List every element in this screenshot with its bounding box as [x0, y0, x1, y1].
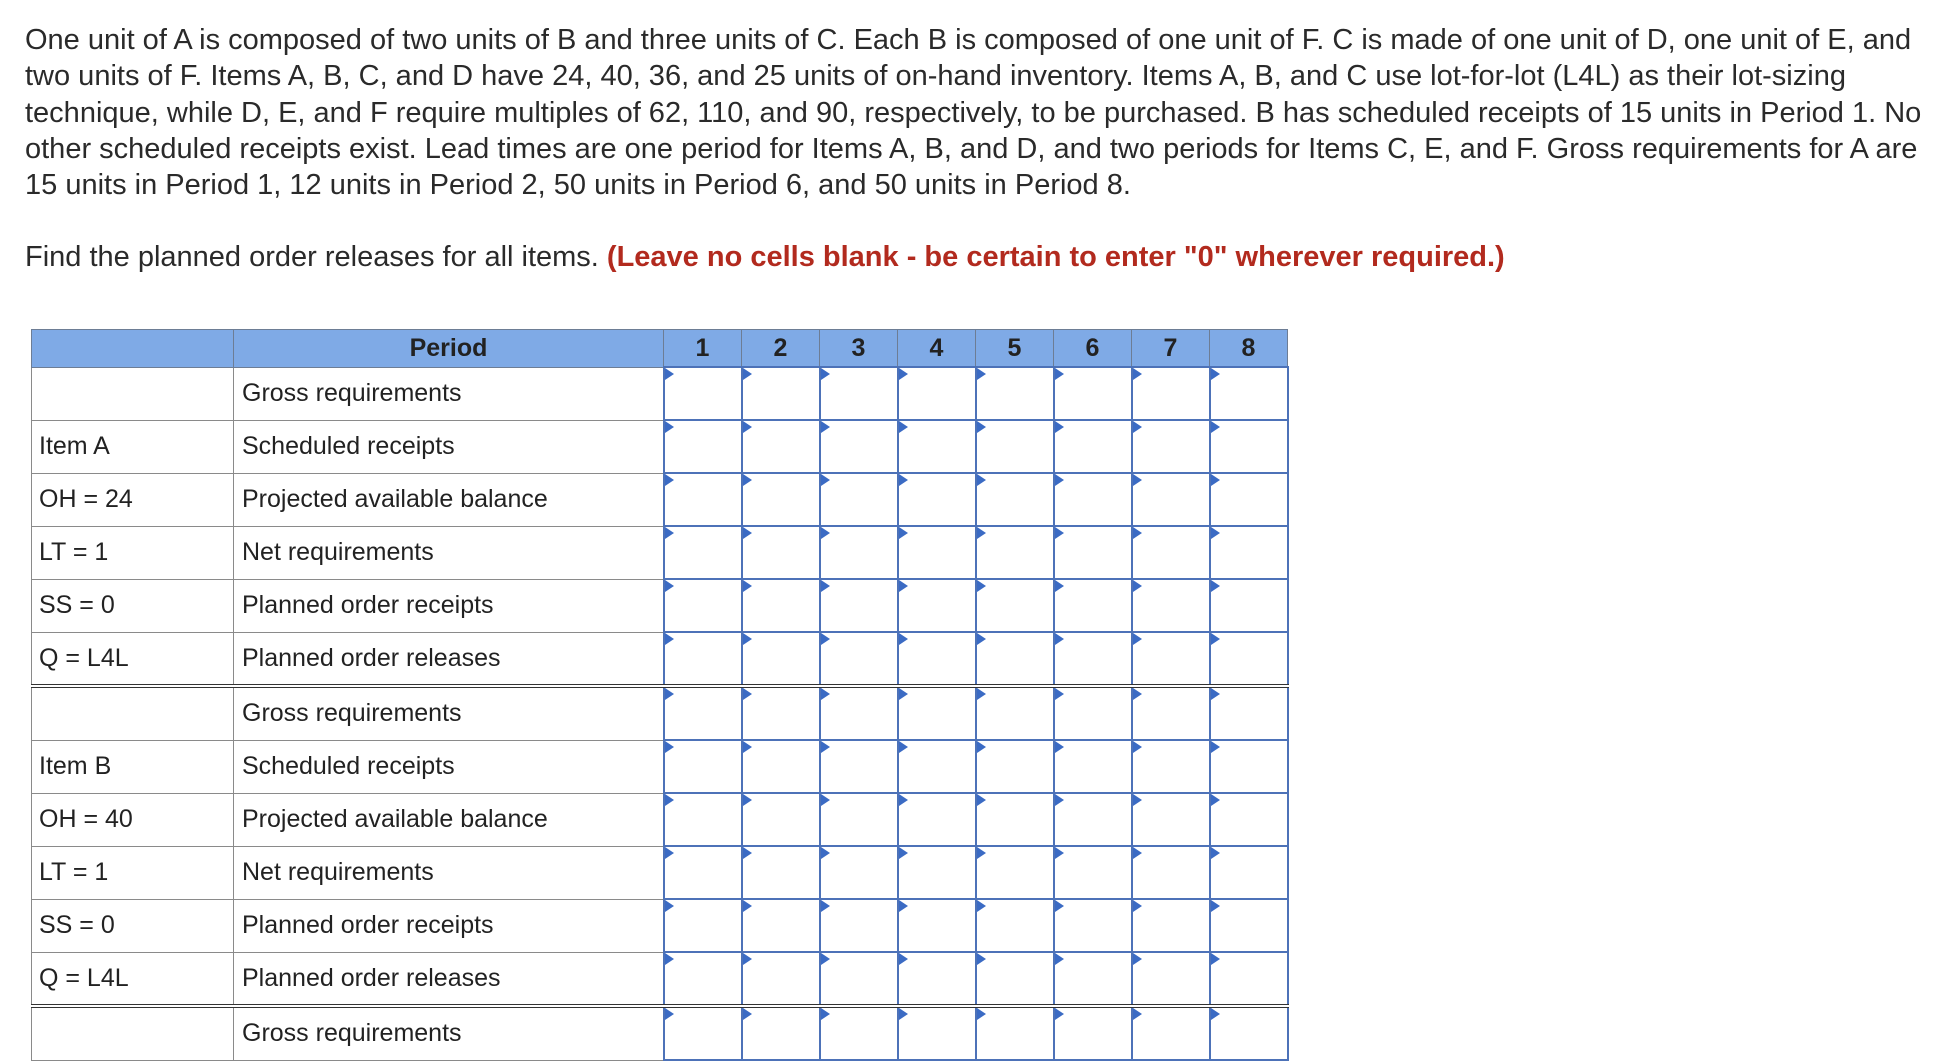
item-b-row [32, 740, 1288, 793]
row-label: Gross requirements [234, 1006, 664, 1060]
period-2-input[interactable] [743, 633, 819, 684]
input-cell [1210, 632, 1288, 686]
input-cell [1132, 367, 1210, 420]
period-8-header: 8 [1210, 330, 1288, 368]
input-cell [1054, 846, 1132, 899]
row-label: Scheduled receipts [234, 420, 664, 473]
period-3-input[interactable] [821, 900, 897, 951]
period-5-input[interactable] [977, 900, 1053, 951]
input-cell [742, 740, 820, 793]
period-3-input[interactable] [821, 847, 897, 898]
period-5-input[interactable] [977, 741, 1053, 792]
item-a-info: SS = 0 [32, 579, 234, 632]
input-cell [820, 686, 898, 740]
item-a-row [32, 420, 1288, 473]
input-cell [742, 686, 820, 740]
item-a-row [32, 473, 1288, 526]
period-2-input[interactable] [743, 741, 819, 792]
instruction [25, 239, 1925, 275]
input-cell [664, 952, 742, 1006]
period-7-input[interactable] [1133, 900, 1209, 951]
item-c-row [32, 1006, 1288, 1060]
instruction-text: Find the planned order releases for all items. [25, 241, 599, 274]
period-8-input[interactable] [1211, 368, 1287, 419]
period-5-input[interactable] [977, 794, 1053, 845]
row-label: Planned order receipts [234, 579, 664, 632]
period-4-input[interactable] [899, 633, 975, 684]
period-4-input[interactable] [899, 847, 975, 898]
period-5-input[interactable] [977, 953, 1053, 1004]
period-8-input[interactable] [1211, 1008, 1287, 1059]
period-4-input[interactable] [899, 1008, 975, 1059]
input-cell [820, 952, 898, 1006]
period-6-input[interactable] [1055, 368, 1131, 419]
period-3-input[interactable] [821, 368, 897, 419]
input-cell [1132, 579, 1210, 632]
period-6-input[interactable] [1055, 953, 1131, 1004]
period-3-input[interactable] [821, 953, 897, 1004]
problem-text: One unit of A is composed of two units of B and three units of C. Each B is composed of one unit of F. C is made of one unit of D, one unit of E, and two units of F. Items A, B, C, and D have 24, 40, 36, and 25 units of on-hand inventory. Items A, B, and C use lot-for-lot (L4L) as their lot-sizing technique, while D, E, and F require multiples of 62, 110, and 90, respectively, to be purchased. B has scheduled receipts of 15 units in Period 1. No other scheduled receipts exist. Lead times are one period for Items A, B, and D, and two periods for Items C, E, and F. Gross requirements for A are 15 units in Period 1, 12 units in Period 2, 50 units in Period 6, and 50 units in Period 8. [25, 24, 1922, 202]
period-5-input[interactable] [977, 421, 1053, 472]
period-7-input[interactable] [1133, 527, 1209, 578]
input-cell [742, 793, 820, 846]
input-cell [898, 793, 976, 846]
input-cell [664, 686, 742, 740]
period-6-input[interactable] [1055, 900, 1131, 951]
input-cell [1054, 740, 1132, 793]
input-cell [820, 793, 898, 846]
period-4-input[interactable] [899, 688, 975, 739]
period-4-input[interactable] [899, 421, 975, 472]
row-label: Net requirements [234, 846, 664, 899]
row-label: Net requirements [234, 526, 664, 579]
input-cell [1054, 473, 1132, 526]
input-cell [1054, 899, 1132, 952]
input-cell [820, 1006, 898, 1060]
period-5-input[interactable] [977, 368, 1053, 419]
period-6-input[interactable] [1055, 1008, 1131, 1059]
input-cell [1132, 846, 1210, 899]
period-8-input[interactable] [1211, 900, 1287, 951]
period-7-input[interactable] [1133, 688, 1209, 739]
period-2-input[interactable] [743, 953, 819, 1004]
input-cell [820, 740, 898, 793]
input-cell [820, 473, 898, 526]
input-cell [976, 740, 1054, 793]
input-cell [898, 526, 976, 579]
period-2-input[interactable] [743, 421, 819, 472]
row-label: Planned order releases [234, 952, 664, 1006]
input-cell [742, 632, 820, 686]
period-6-input[interactable] [1055, 688, 1131, 739]
period-3-header: 3 [820, 330, 898, 368]
row-label: Gross requirements [234, 367, 664, 420]
item-b-info: LT = 1 [32, 846, 234, 899]
input-cell [1132, 740, 1210, 793]
input-cell [742, 579, 820, 632]
input-cell [1054, 420, 1132, 473]
item-a-row [32, 367, 1288, 420]
item-b-info: Q = L4L [32, 952, 234, 1006]
period-1-input[interactable] [665, 633, 741, 684]
input-cell [1054, 632, 1132, 686]
period-2-input[interactable] [743, 847, 819, 898]
input-cell [976, 579, 1054, 632]
mrp-table [31, 329, 1289, 1061]
period-4-input[interactable] [899, 474, 975, 525]
period-5-input[interactable] [977, 688, 1053, 739]
period-8-input[interactable] [1211, 847, 1287, 898]
period-1-input[interactable] [665, 900, 741, 951]
period-8-input[interactable] [1211, 794, 1287, 845]
period-8-input[interactable] [1211, 741, 1287, 792]
item-b-row [32, 793, 1288, 846]
period-7-input[interactable] [1133, 580, 1209, 631]
period-2-input[interactable] [743, 474, 819, 525]
input-cell [1210, 526, 1288, 579]
input-cell [976, 793, 1054, 846]
item-a-info: Q = L4L [32, 632, 234, 686]
period-7-header: 7 [1132, 330, 1210, 368]
input-cell [664, 1006, 742, 1060]
period-1-input[interactable] [665, 421, 741, 472]
input-cell [664, 473, 742, 526]
row-label: Planned order releases [234, 632, 664, 686]
period-2-input[interactable] [743, 580, 819, 631]
period-3-input[interactable] [821, 580, 897, 631]
period-7-input[interactable] [1133, 421, 1209, 472]
input-cell [1210, 846, 1288, 899]
period-7-input[interactable] [1133, 741, 1209, 792]
period-6-input[interactable] [1055, 633, 1131, 684]
period-3-input[interactable] [821, 633, 897, 684]
input-cell [1132, 793, 1210, 846]
period-3-input[interactable] [821, 1008, 897, 1059]
input-cell [1210, 473, 1288, 526]
period-8-input[interactable] [1211, 633, 1287, 684]
period-5-input[interactable] [977, 474, 1053, 525]
item-b-row [32, 686, 1288, 740]
period-3-input[interactable] [821, 688, 897, 739]
period-2-input[interactable] [743, 368, 819, 419]
input-cell [1054, 686, 1132, 740]
input-cell [820, 420, 898, 473]
input-cell [742, 846, 820, 899]
row-label: Gross requirements [234, 686, 664, 740]
period-1-input[interactable] [665, 580, 741, 631]
input-cell [820, 846, 898, 899]
period-1-input[interactable] [665, 741, 741, 792]
input-cell [742, 367, 820, 420]
period-4-input[interactable] [899, 953, 975, 1004]
period-5-input[interactable] [977, 527, 1053, 578]
input-cell [820, 579, 898, 632]
input-cell [742, 899, 820, 952]
period-7-input[interactable] [1133, 368, 1209, 419]
period-6-header: 6 [1054, 330, 1132, 368]
input-cell [976, 367, 1054, 420]
input-cell [1210, 1006, 1288, 1060]
item-a-row [32, 579, 1288, 632]
input-cell [976, 473, 1054, 526]
period-3-input[interactable] [821, 794, 897, 845]
mrp-table-body [32, 367, 1288, 1060]
input-cell [976, 952, 1054, 1006]
period-8-input[interactable] [1211, 580, 1287, 631]
input-cell [1210, 740, 1288, 793]
item-a-info: Item A [32, 420, 234, 473]
input-cell [1054, 1006, 1132, 1060]
input-cell [742, 1006, 820, 1060]
period-4-input[interactable] [899, 794, 975, 845]
input-cell [1054, 579, 1132, 632]
input-cell [898, 686, 976, 740]
input-cell [1132, 899, 1210, 952]
input-cell [898, 846, 976, 899]
input-cell [664, 420, 742, 473]
input-cell [1132, 473, 1210, 526]
period-8-input[interactable] [1211, 474, 1287, 525]
item-b-info: OH = 40 [32, 793, 234, 846]
input-cell [1210, 793, 1288, 846]
input-cell [820, 632, 898, 686]
period-3-input[interactable] [821, 474, 897, 525]
input-cell [664, 579, 742, 632]
header-period-label: Period [234, 330, 664, 368]
period-3-input[interactable] [821, 527, 897, 578]
item-a-row [32, 526, 1288, 579]
period-2-input[interactable] [743, 688, 819, 739]
header-blank [32, 330, 234, 368]
period-1-input[interactable] [665, 1008, 741, 1059]
period-6-input[interactable] [1055, 421, 1131, 472]
period-6-input[interactable] [1055, 580, 1131, 631]
input-cell [1054, 367, 1132, 420]
period-1-header: 1 [664, 330, 742, 368]
input-cell [664, 846, 742, 899]
period-8-input[interactable] [1211, 527, 1287, 578]
period-6-input[interactable] [1055, 474, 1131, 525]
input-cell [1210, 899, 1288, 952]
input-cell [1054, 526, 1132, 579]
item-a-row [32, 632, 1288, 686]
row-label: Projected available balance [234, 473, 664, 526]
input-cell [1132, 686, 1210, 740]
input-cell [898, 1006, 976, 1060]
input-cell [898, 579, 976, 632]
period-7-input[interactable] [1133, 474, 1209, 525]
period-6-input[interactable] [1055, 527, 1131, 578]
input-cell [820, 526, 898, 579]
period-2-input[interactable] [743, 794, 819, 845]
period-7-input[interactable] [1133, 1008, 1209, 1059]
item-b-info: Item B [32, 740, 234, 793]
input-cell [820, 899, 898, 952]
input-cell [898, 367, 976, 420]
period-4-input[interactable] [899, 527, 975, 578]
input-cell [820, 367, 898, 420]
input-cell [898, 899, 976, 952]
period-1-input[interactable] [665, 688, 741, 739]
input-cell [976, 1006, 1054, 1060]
input-cell [1210, 420, 1288, 473]
row-label: Planned order receipts [234, 899, 664, 952]
period-1-input[interactable] [665, 794, 741, 845]
period-3-input[interactable] [821, 741, 897, 792]
input-cell [976, 526, 1054, 579]
input-cell [976, 686, 1054, 740]
input-cell [664, 367, 742, 420]
item-c-info [32, 1006, 234, 1060]
period-2-header: 2 [742, 330, 820, 368]
input-cell [898, 632, 976, 686]
period-6-input[interactable] [1055, 847, 1131, 898]
input-cell [1210, 952, 1288, 1006]
period-2-input[interactable] [743, 527, 819, 578]
table-header-row [32, 330, 1288, 368]
period-4-input[interactable] [899, 900, 975, 951]
period-8-input[interactable] [1211, 953, 1287, 1004]
input-cell [1210, 686, 1288, 740]
input-cell [664, 899, 742, 952]
period-4-input[interactable] [899, 368, 975, 419]
period-4-input[interactable] [899, 741, 975, 792]
input-cell [742, 952, 820, 1006]
input-cell [664, 793, 742, 846]
period-5-header: 5 [976, 330, 1054, 368]
input-cell [742, 420, 820, 473]
item-b-row [32, 952, 1288, 1006]
input-cell [1132, 632, 1210, 686]
input-cell [898, 420, 976, 473]
input-cell [1132, 952, 1210, 1006]
problem-container [25, 22, 1925, 275]
input-cell [1054, 952, 1132, 1006]
period-6-input[interactable] [1055, 794, 1131, 845]
input-cell [742, 473, 820, 526]
input-cell [664, 632, 742, 686]
input-cell [898, 740, 976, 793]
input-cell [898, 473, 976, 526]
period-4-header: 4 [898, 330, 976, 368]
input-cell [976, 846, 1054, 899]
input-cell [664, 740, 742, 793]
period-2-input[interactable] [743, 900, 819, 951]
period-7-input[interactable] [1133, 847, 1209, 898]
period-7-input[interactable] [1133, 633, 1209, 684]
period-1-input[interactable] [665, 474, 741, 525]
item-b-info: SS = 0 [32, 899, 234, 952]
item-b-row [32, 899, 1288, 952]
input-cell [1054, 793, 1132, 846]
input-cell [898, 952, 976, 1006]
period-1-input[interactable] [665, 527, 741, 578]
input-cell [742, 526, 820, 579]
period-8-input[interactable] [1211, 421, 1287, 472]
period-7-input[interactable] [1133, 794, 1209, 845]
period-6-input[interactable] [1055, 741, 1131, 792]
input-cell [1210, 579, 1288, 632]
item-a-info: LT = 1 [32, 526, 234, 579]
input-cell [976, 899, 1054, 952]
period-5-input[interactable] [977, 847, 1053, 898]
period-7-input[interactable] [1133, 953, 1209, 1004]
input-cell [976, 632, 1054, 686]
input-cell [1132, 526, 1210, 579]
row-label: Projected available balance [234, 793, 664, 846]
period-4-input[interactable] [899, 580, 975, 631]
period-8-input[interactable] [1211, 688, 1287, 739]
item-b-info [32, 686, 234, 740]
input-cell [1132, 420, 1210, 473]
period-1-input[interactable] [665, 847, 741, 898]
input-cell [976, 420, 1054, 473]
item-a-info: OH = 24 [32, 473, 234, 526]
period-1-input[interactable] [665, 953, 741, 1004]
input-cell [1210, 367, 1288, 420]
item-a-info [32, 367, 234, 420]
period-5-input[interactable] [977, 633, 1053, 684]
period-1-input[interactable] [665, 368, 741, 419]
period-3-input[interactable] [821, 421, 897, 472]
period-2-input[interactable] [743, 1008, 819, 1059]
period-5-input[interactable] [977, 580, 1053, 631]
period-5-input[interactable] [977, 1008, 1053, 1059]
instruction-warning: (Leave no cells blank - be certain to enter "0" wherever required.) [606, 241, 1505, 274]
item-b-row [32, 846, 1288, 899]
input-cell [664, 526, 742, 579]
row-label: Scheduled receipts [234, 740, 664, 793]
input-cell [1132, 1006, 1210, 1060]
